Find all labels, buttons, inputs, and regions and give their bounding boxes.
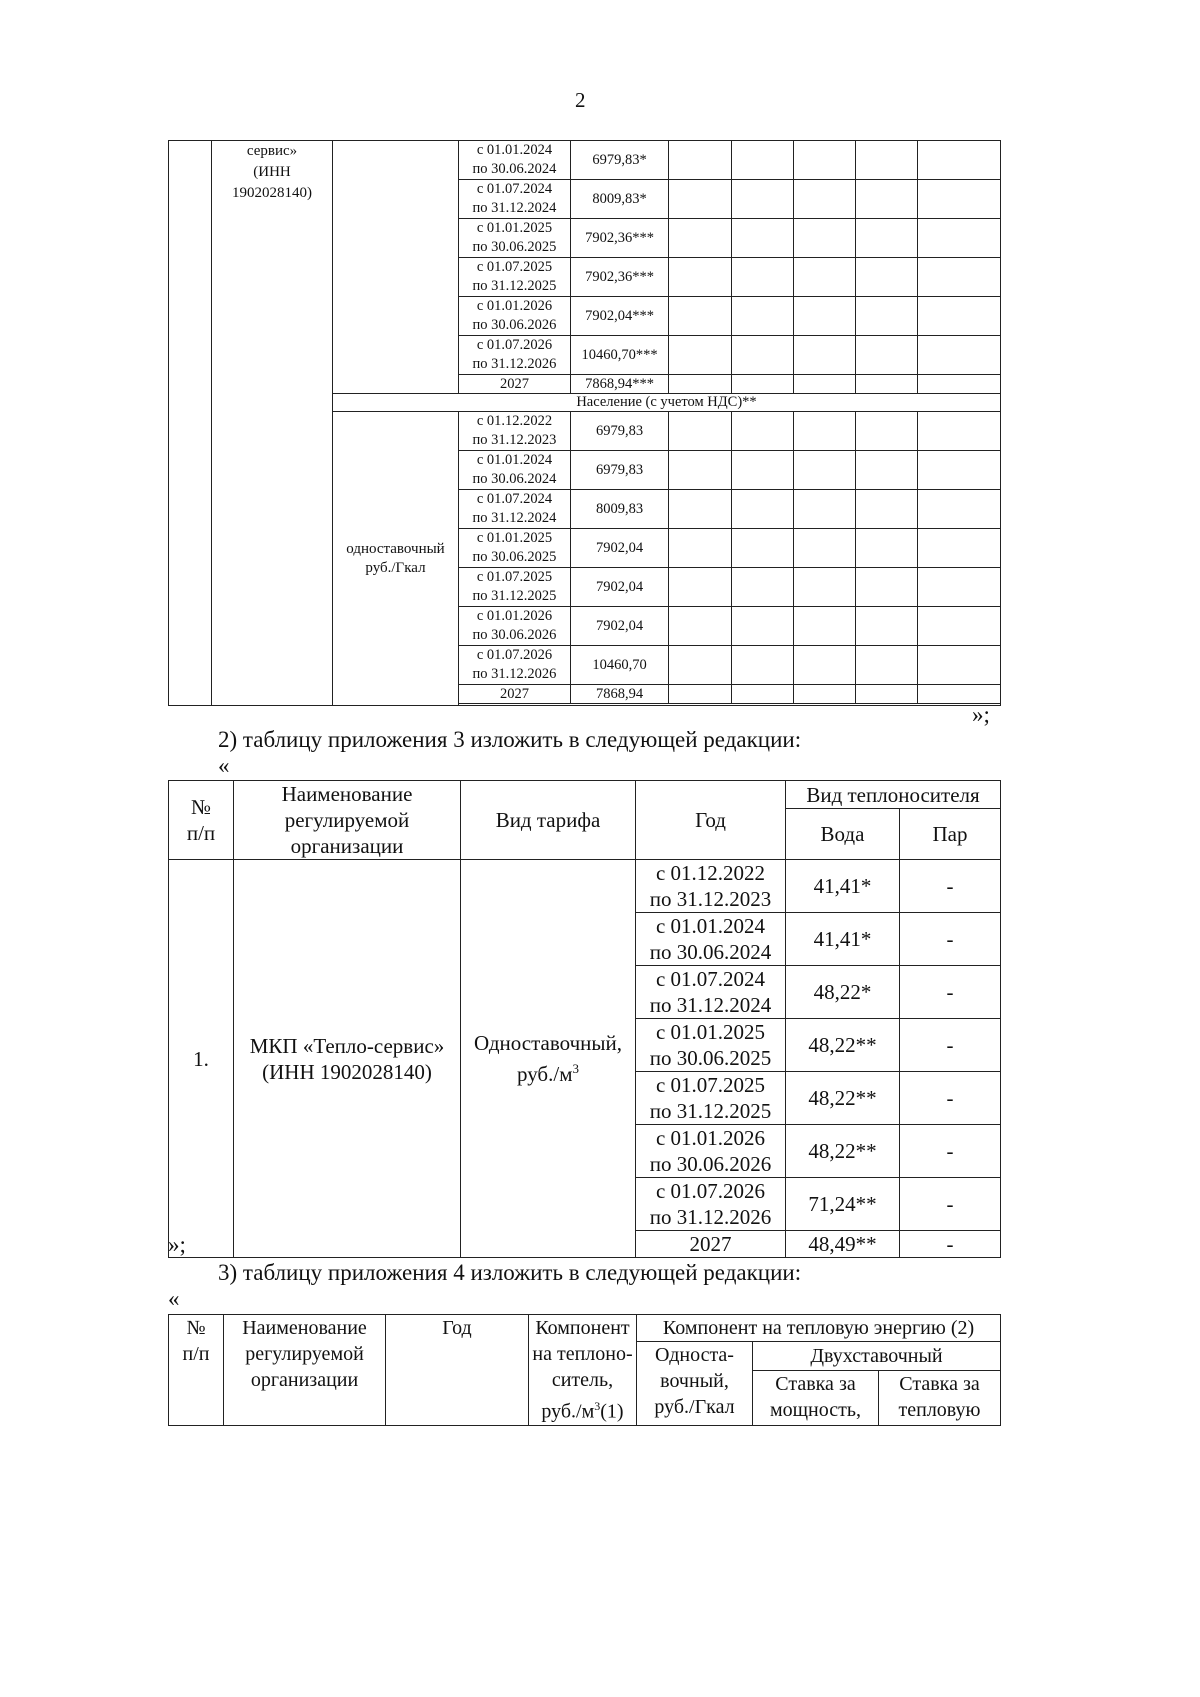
period-start: с 01.01.2025 <box>476 220 553 236</box>
number-cell <box>169 141 212 706</box>
period-start: с 01.01.2026 <box>655 1126 766 1150</box>
table-row <box>169 141 1001 180</box>
empty-cell <box>732 297 794 336</box>
org-name-line: (ИНН 1902028140) <box>262 1059 432 1084</box>
empty-cell <box>856 180 918 219</box>
period-end: по 30.06.2026 <box>472 317 557 333</box>
value-cell: 7902,36*** <box>571 219 669 258</box>
empty-cell <box>669 336 732 375</box>
empty-cell <box>794 375 856 394</box>
tariff-type-cell <box>461 860 636 1258</box>
steam-value: - <box>900 1178 1001 1231</box>
period-cell <box>636 1125 786 1178</box>
header-line: организации <box>250 1369 359 1391</box>
period-end: по 30.06.2025 <box>472 239 557 255</box>
header-line: п/п <box>186 821 216 845</box>
value-cell: 8009,83 <box>571 490 669 529</box>
steam-value: - <box>900 1231 1001 1258</box>
empty-cell <box>918 375 1001 394</box>
empty-cell <box>794 297 856 336</box>
period-cell <box>459 141 571 180</box>
period-cell <box>459 219 571 258</box>
period-cell <box>459 180 571 219</box>
value-cell: 6979,83 <box>571 412 669 451</box>
empty-cell <box>794 685 856 704</box>
tariff-type-cell <box>333 141 459 394</box>
header-line: мощность, <box>770 1398 861 1421</box>
empty-cell <box>918 412 1001 451</box>
water-value: 41,41* <box>786 860 900 913</box>
empty-cell <box>856 412 918 451</box>
period-start: с 01.07.2024 <box>655 967 766 991</box>
steam-value: - <box>900 860 1001 913</box>
header-carrier: Вид теплоносителя <box>786 781 1001 809</box>
empty-cell <box>732 529 794 568</box>
empty-cell <box>856 297 918 336</box>
header-line: Односта- <box>655 1344 734 1366</box>
period-start: с 01.01.2026 <box>476 298 553 314</box>
empty-cell <box>794 180 856 219</box>
header-line: тепловую <box>898 1398 981 1421</box>
period-start: с 01.07.2024 <box>476 181 553 197</box>
empty-cell <box>732 336 794 375</box>
page-number: 2 <box>575 88 586 112</box>
bottom-edge <box>459 704 1001 706</box>
empty-cell <box>732 607 794 646</box>
empty-cell <box>794 646 856 685</box>
tariff-type-cell <box>333 412 459 706</box>
period-start: с 01.01.2024 <box>655 914 766 938</box>
empty-cell <box>732 451 794 490</box>
period-start: с 01.07.2026 <box>476 337 553 353</box>
table-row <box>169 860 1001 913</box>
empty-cell <box>669 141 732 180</box>
empty-cell <box>794 412 856 451</box>
steam-value: - <box>900 1072 1001 1125</box>
period-cell <box>636 1072 786 1125</box>
empty-cell <box>794 607 856 646</box>
header-line: Наименование <box>281 782 413 806</box>
empty-cell <box>794 336 856 375</box>
period-start: с 01.07.2025 <box>476 569 553 585</box>
period-end: по 31.12.2026 <box>649 1205 772 1229</box>
header-num <box>169 1315 224 1426</box>
paragraph-2: 2) таблицу приложения 3 изложить в следующей редакции: <box>218 727 802 752</box>
unit-exponent: 3 <box>594 1399 601 1413</box>
empty-cell <box>732 141 794 180</box>
period-cell <box>459 258 571 297</box>
period-start: с 01.01.2024 <box>476 452 553 468</box>
steam-value: - <box>900 913 1001 966</box>
period-start: с 01.07.2025 <box>655 1073 766 1097</box>
empty-cell <box>856 646 918 685</box>
period-cell <box>636 966 786 1019</box>
water-value: 41,41* <box>786 913 900 966</box>
org-name-line: сервис» <box>246 143 298 159</box>
empty-cell <box>669 180 732 219</box>
period-start: с 01.07.2024 <box>476 491 553 507</box>
water-value: 71,24** <box>786 1178 900 1231</box>
empty-cell <box>918 219 1001 258</box>
period-end: по 31.12.2024 <box>472 510 557 526</box>
value-cell: 7902,36*** <box>571 258 669 297</box>
tariff-unit: руб./м <box>516 1062 573 1086</box>
header-line: Ставка за <box>775 1372 856 1395</box>
empty-cell <box>669 297 732 336</box>
empty-cell <box>856 568 918 607</box>
value-cell: 7902,04*** <box>571 297 669 336</box>
header-year: Год <box>386 1315 529 1426</box>
empty-cell <box>732 258 794 297</box>
empty-cell <box>669 375 732 394</box>
header-row <box>169 1315 1001 1342</box>
value-cell: 6979,83 <box>571 451 669 490</box>
empty-cell <box>794 490 856 529</box>
header-row <box>169 781 1001 809</box>
period-end: по 30.06.2024 <box>472 471 557 487</box>
period-end: по 30.06.2024 <box>472 161 557 177</box>
period-end: по 31.12.2024 <box>472 200 557 216</box>
header-year: Год <box>636 781 786 860</box>
empty-cell <box>669 258 732 297</box>
header-line: п/п <box>182 1343 210 1365</box>
header-line: Компонент <box>535 1317 630 1339</box>
period-cell <box>459 568 571 607</box>
empty-cell <box>669 529 732 568</box>
header-line <box>529 1393 636 1425</box>
value-cell: 10460,70*** <box>571 336 669 375</box>
tariff-type-line <box>461 1056 635 1087</box>
empty-cell <box>856 490 918 529</box>
header-org <box>234 781 461 860</box>
period-start: с 01.01.2026 <box>476 608 553 624</box>
header-line: № <box>190 795 212 819</box>
empty-cell <box>918 141 1001 180</box>
empty-cell <box>669 412 732 451</box>
period-end: по 31.12.2024 <box>649 993 772 1017</box>
closing-quote-2: »; <box>168 1232 186 1257</box>
value-cell: 7868,94*** <box>571 375 669 394</box>
water-value: 48,22* <box>786 966 900 1019</box>
period-start: с 01.12.2022 <box>476 413 553 429</box>
period-end: по 31.12.2025 <box>649 1099 772 1123</box>
section-header: Население (с учетом НДС)** <box>333 394 1001 412</box>
org-name-line: (ИНН <box>253 164 291 180</box>
period-start: с 01.01.2024 <box>476 142 553 158</box>
period-start: с 01.07.2026 <box>476 647 553 663</box>
unit-text: руб./м <box>541 1400 595 1423</box>
org-name-line: МКП «Тепло-сервис» <box>249 1033 445 1058</box>
header-steam: Пар <box>900 809 1001 860</box>
empty-cell <box>794 258 856 297</box>
empty-cell <box>918 646 1001 685</box>
period-cell <box>459 490 571 529</box>
tariff-type-line: Одноставочный, <box>473 1031 623 1055</box>
empty-cell <box>732 375 794 394</box>
value-cell: 8009,83* <box>571 180 669 219</box>
value-cell: 10460,70 <box>571 646 669 685</box>
header-org <box>224 1315 386 1426</box>
org-name-cell <box>234 860 461 1258</box>
value-cell: 7868,94 <box>571 685 669 704</box>
steam-value: - <box>900 966 1001 1019</box>
org-name-line: 1902028140) <box>232 185 312 201</box>
empty-cell <box>669 685 732 704</box>
header-energy-component: Компонент на тепловую энергию (2) <box>637 1315 1001 1342</box>
period-start: с 01.07.2025 <box>476 259 553 275</box>
empty-cell <box>794 219 856 258</box>
period-cell <box>459 412 571 451</box>
header-line: вочный, <box>660 1370 729 1392</box>
period-end: по 30.06.2025 <box>649 1046 772 1070</box>
empty-cell <box>669 568 732 607</box>
empty-cell <box>856 219 918 258</box>
period-start: с 01.01.2025 <box>655 1020 766 1044</box>
header-line: на теплоно- <box>532 1343 633 1365</box>
period-cell <box>636 860 786 913</box>
empty-cell <box>856 451 918 490</box>
coolant-tariff-table <box>168 780 1001 1258</box>
two-component-tariff-table <box>168 1314 1001 1426</box>
header-single-rate <box>637 1342 753 1426</box>
header-line: организации <box>290 834 404 858</box>
empty-cell <box>856 336 918 375</box>
empty-cell <box>732 646 794 685</box>
empty-cell <box>794 529 856 568</box>
header-line: регулируемой <box>284 808 410 832</box>
period-end: по 30.06.2024 <box>649 940 772 964</box>
period-end: по 31.12.2025 <box>472 588 557 604</box>
empty-cell <box>669 607 732 646</box>
period-cell <box>636 913 786 966</box>
period-cell <box>459 646 571 685</box>
water-value: 48,49** <box>786 1231 900 1258</box>
empty-cell <box>918 258 1001 297</box>
water-value: 48,22** <box>786 1019 900 1072</box>
period-start: с 01.12.2022 <box>655 861 766 885</box>
period-cell <box>459 297 571 336</box>
water-value: 48,22** <box>786 1072 900 1125</box>
period-cell <box>636 1178 786 1231</box>
steam-value: - <box>900 1125 1001 1178</box>
opening-quote-3: « <box>168 1286 180 1311</box>
closing-quote: »; <box>972 702 990 727</box>
empty-cell <box>918 180 1001 219</box>
tariff-type-line: одноставочный <box>346 540 445 557</box>
period-end: по 30.06.2026 <box>472 627 557 643</box>
org-name-cell <box>212 141 333 706</box>
value-cell: 7902,04 <box>571 568 669 607</box>
empty-cell <box>918 490 1001 529</box>
empty-cell <box>794 141 856 180</box>
period-cell <box>459 607 571 646</box>
empty-cell <box>856 258 918 297</box>
value-cell: 6979,83* <box>571 141 669 180</box>
empty-cell <box>794 451 856 490</box>
empty-cell <box>856 607 918 646</box>
empty-cell <box>856 141 918 180</box>
empty-cell <box>732 412 794 451</box>
empty-cell <box>669 219 732 258</box>
empty-cell <box>918 336 1001 375</box>
period-cell <box>459 336 571 375</box>
empty-cell <box>918 685 1001 704</box>
period-cell <box>636 1019 786 1072</box>
value-cell: 7902,04 <box>571 529 669 568</box>
period-end: по 31.12.2023 <box>472 432 557 448</box>
opening-quote: « <box>218 753 230 778</box>
period-cell: 2027 <box>459 375 571 394</box>
header-line: Наименование <box>242 1317 367 1339</box>
header-carrier-component <box>529 1315 637 1426</box>
footnote-ref: (1) <box>600 1400 624 1423</box>
header-line: Ставка за <box>899 1372 980 1395</box>
empty-cell <box>732 180 794 219</box>
water-value: 48,22** <box>786 1125 900 1178</box>
paragraph-3: 3) таблицу приложения 4 изложить в следующей редакции: <box>218 1260 802 1285</box>
header-line: руб./Гкал <box>654 1396 735 1418</box>
period-start: с 01.07.2026 <box>655 1179 766 1203</box>
empty-cell <box>918 568 1001 607</box>
empty-cell <box>669 490 732 529</box>
steam-value: - <box>900 1019 1001 1072</box>
period-end: по 31.12.2026 <box>472 356 557 372</box>
header-water: Вода <box>786 809 900 860</box>
period-cell <box>459 529 571 568</box>
header-energy-rate <box>879 1370 1001 1425</box>
period-cell: 2027 <box>459 685 571 704</box>
tariff-table-continuation <box>168 140 1001 706</box>
empty-cell <box>856 529 918 568</box>
empty-cell <box>918 451 1001 490</box>
period-cell: 2027 <box>636 1231 786 1258</box>
tariff-type-line: руб./Гкал <box>365 559 426 576</box>
period-end: по 31.12.2023 <box>649 887 772 911</box>
period-end: по 30.06.2026 <box>649 1152 772 1176</box>
header-num <box>169 781 234 860</box>
period-end: по 30.06.2025 <box>472 549 557 565</box>
empty-cell <box>732 568 794 607</box>
empty-cell <box>918 607 1001 646</box>
header-tariff: Вид тарифа <box>461 781 636 860</box>
value-cell: 7902,04 <box>571 607 669 646</box>
number-cell: 1. <box>169 860 234 1258</box>
period-cell <box>459 451 571 490</box>
empty-cell <box>856 375 918 394</box>
period-end: по 31.12.2026 <box>472 666 557 682</box>
empty-cell <box>856 685 918 704</box>
tariff-unit-exponent: 3 <box>572 1061 579 1076</box>
empty-cell <box>918 529 1001 568</box>
empty-cell <box>794 568 856 607</box>
period-start: с 01.01.2025 <box>476 530 553 546</box>
header-line: № <box>186 1317 206 1339</box>
empty-cell <box>732 685 794 704</box>
empty-cell <box>732 219 794 258</box>
empty-cell <box>918 297 1001 336</box>
header-line: регулируемой <box>245 1343 364 1365</box>
empty-cell <box>669 646 732 685</box>
header-line: ситель, <box>551 1369 614 1391</box>
period-end: по 31.12.2025 <box>472 278 557 294</box>
empty-cell <box>732 490 794 529</box>
header-capacity-rate <box>753 1370 879 1425</box>
header-two-rate: Двухставочный <box>753 1342 1001 1371</box>
empty-cell <box>669 451 732 490</box>
